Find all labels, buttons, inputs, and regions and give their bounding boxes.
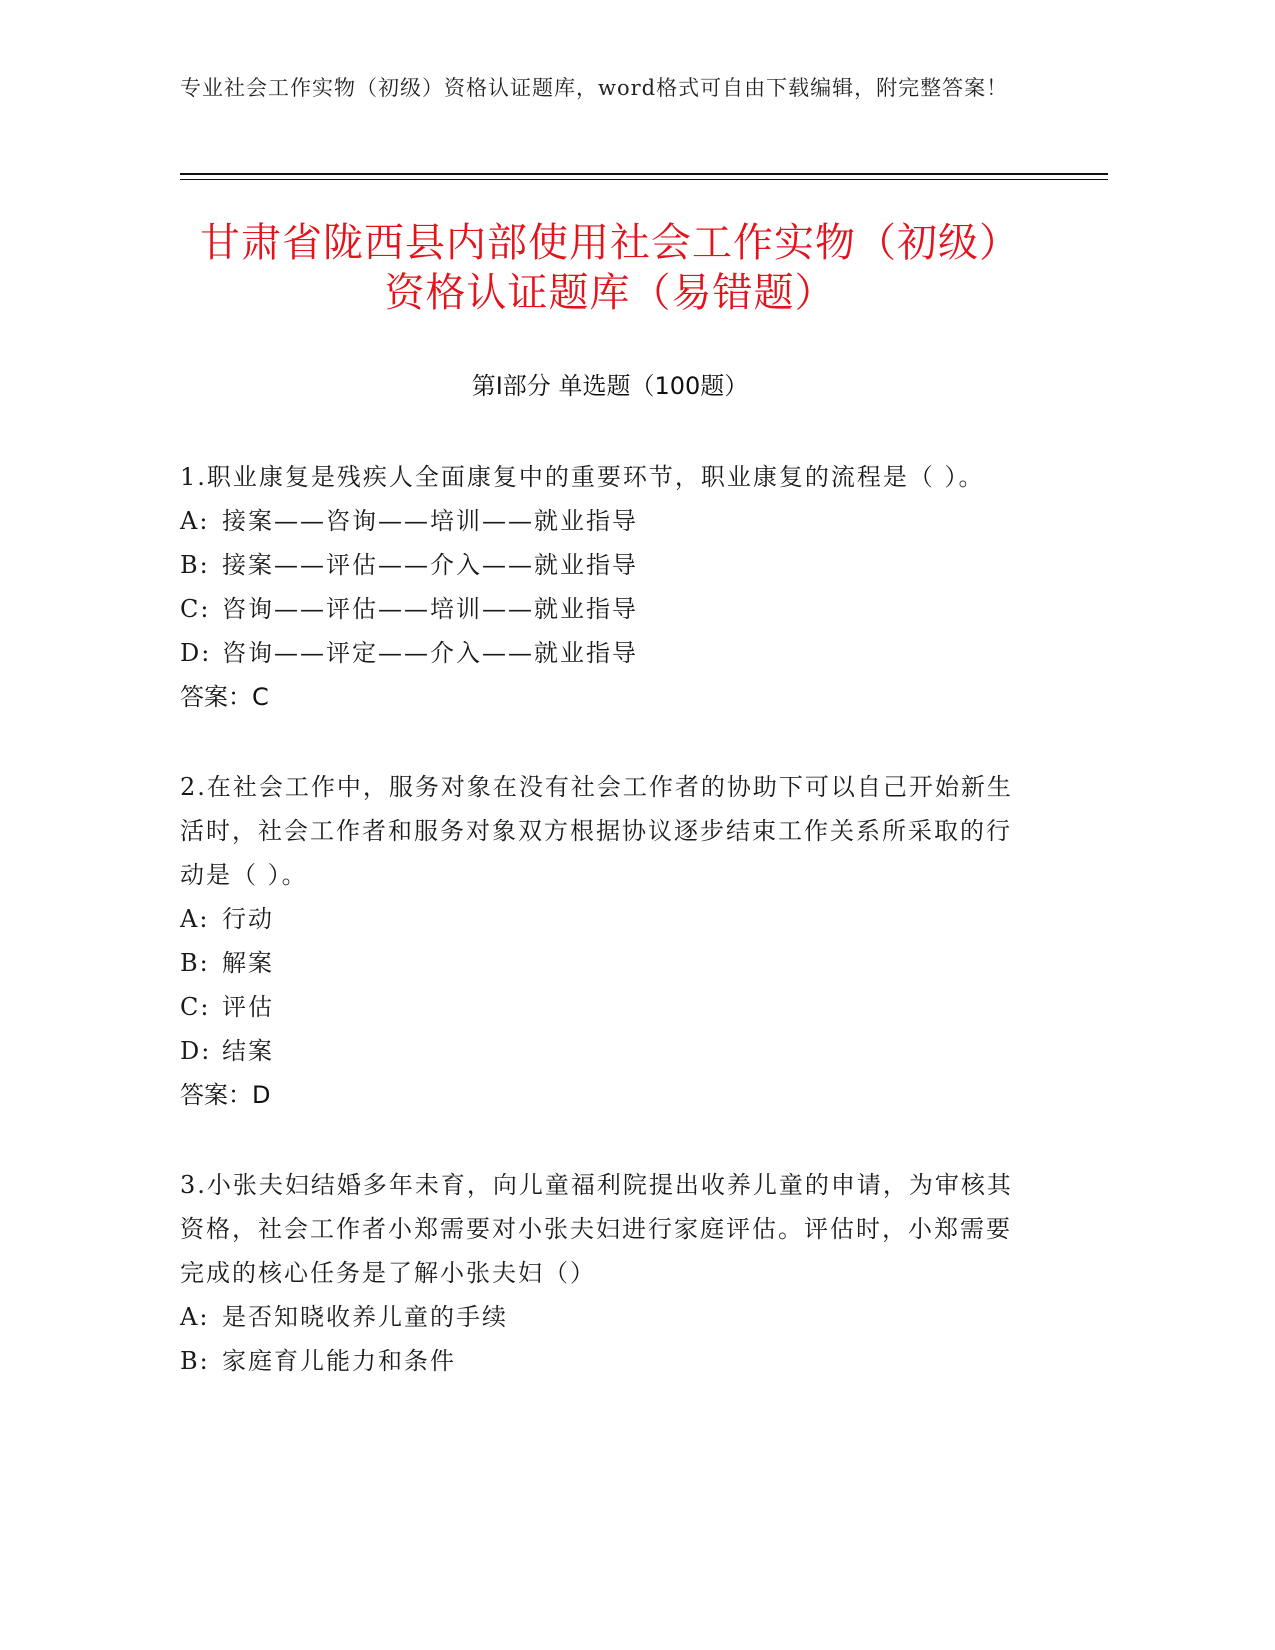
option-text: 评估 — [222, 993, 274, 1021]
option-b — [180, 543, 1030, 587]
option-text: 结案 — [222, 1037, 274, 1065]
option-a — [180, 897, 1030, 941]
option-d — [180, 631, 1030, 675]
option-letter: D: — [180, 1037, 212, 1065]
option-c — [180, 985, 1030, 1029]
option-letter: B: — [180, 551, 210, 579]
option-text: 解案 — [222, 949, 274, 977]
document-title: 甘肃省陇西县内部使用社会工作实物（初级）资格认证题库（易错题） — [200, 220, 1020, 316]
option-b — [180, 1339, 1030, 1383]
option-text: 家庭育儿能力和条件 — [222, 1347, 456, 1375]
option-text: 是否知晓收养儿童的手续 — [222, 1303, 508, 1331]
option-d — [180, 1029, 1030, 1073]
question-2 — [180, 765, 1030, 1117]
question-stem: 3.小张夫妇结婚多年未育，向儿童福利院提出收养儿童的申请，为审核其资格，社会工作者小郑需要对小张夫妇进行家庭评估。评估时，小郑需要完成的核心任务是了解小张夫妇（） — [180, 1171, 1013, 1287]
answer-line: 答案：D — [180, 1081, 271, 1109]
option-letter: A: — [180, 507, 210, 535]
header-note: 专业社会工作实物（初级）资格认证题库，word格式可自由下载编辑，附完整答案！ — [180, 76, 1009, 100]
question-1 — [180, 455, 1030, 719]
option-text: 咨询——评估——培训——就业指导 — [222, 595, 638, 623]
option-text: 行动 — [222, 905, 274, 933]
option-a — [180, 1295, 1030, 1339]
option-text: 咨询——评定——介入——就业指导 — [222, 639, 638, 667]
option-b — [180, 941, 1030, 985]
question-stem: 1.职业康复是残疾人全面康复中的重要环节，职业康复的流程是（ ）。 — [180, 463, 985, 491]
option-text: 接案——咨询——培训——就业指导 — [222, 507, 638, 535]
option-letter: B: — [180, 949, 210, 977]
question-list — [180, 455, 1030, 1429]
header-divider-thick — [180, 173, 1108, 175]
option-letter: C: — [180, 595, 211, 623]
option-letter: D: — [180, 639, 212, 667]
option-c — [180, 587, 1030, 631]
option-text: 接案——评估——介入——就业指导 — [222, 551, 638, 579]
option-letter: A: — [180, 905, 210, 933]
option-letter: C: — [180, 993, 211, 1021]
answer-line: 答案：C — [180, 683, 269, 711]
option-letter: B: — [180, 1347, 210, 1375]
question-3 — [180, 1163, 1030, 1383]
option-letter: A: — [180, 1303, 210, 1331]
header-divider-thin — [180, 179, 1108, 180]
section-title: 第Ⅰ部分 单选题（100题） — [471, 372, 749, 400]
question-stem: 2.在社会工作中，服务对象在没有社会工作者的协助下可以自己开始新生活时，社会工作者和服务对象双方根据协议逐步结束工作关系所采取的行动是（ ）。 — [180, 773, 1013, 889]
option-a — [180, 499, 1030, 543]
